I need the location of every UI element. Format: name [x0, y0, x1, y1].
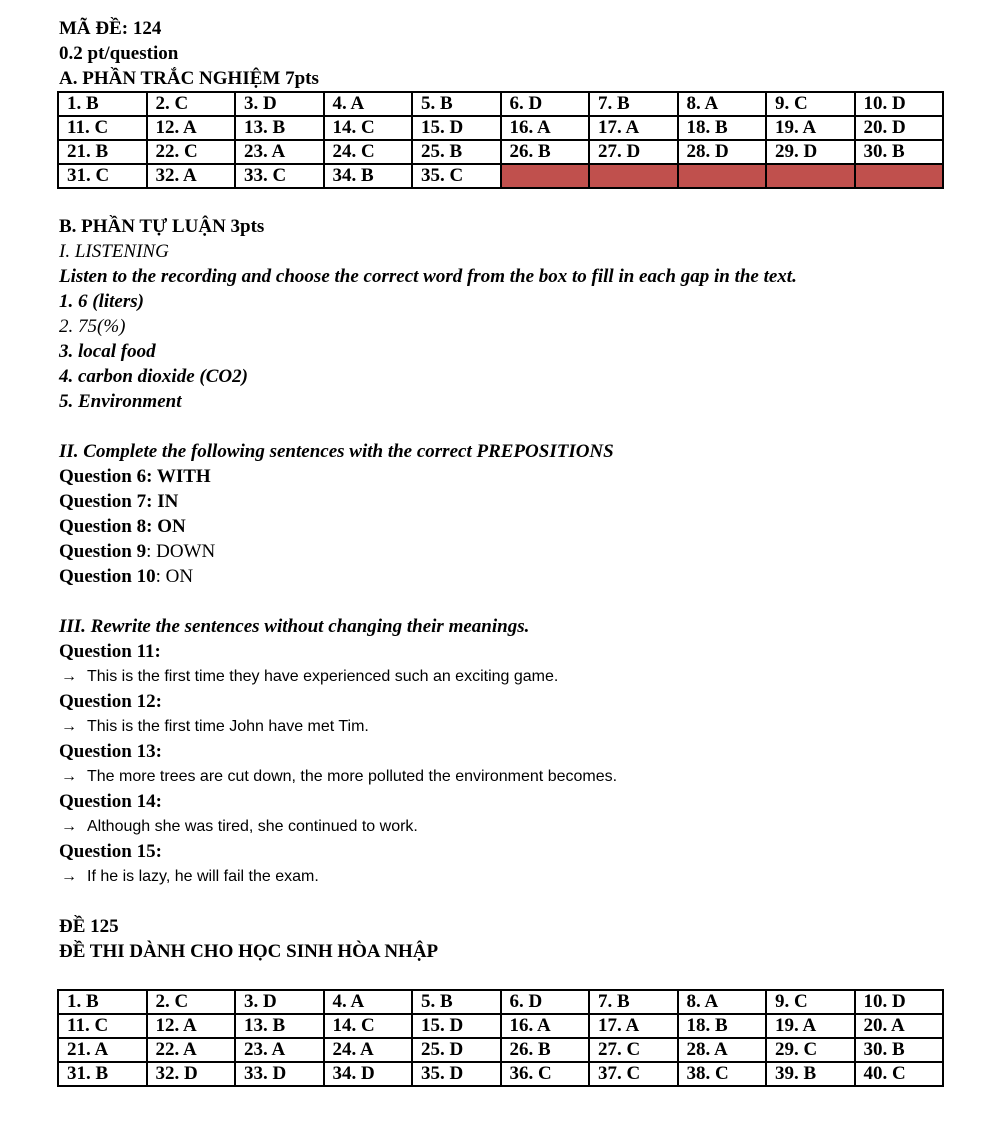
answer-cell: 30. B	[855, 1038, 944, 1062]
table-row	[58, 1062, 943, 1086]
answer-cell: 7. B	[589, 990, 678, 1014]
table-row	[58, 164, 943, 188]
rewrite-answer	[59, 764, 949, 789]
answer-cell: 25. D	[412, 1038, 501, 1062]
answer-cell: 1. B	[58, 92, 147, 116]
answer-cell: 23. A	[235, 140, 324, 164]
answer-cell: 32. A	[147, 164, 236, 188]
answer-cell: 27. D	[589, 140, 678, 164]
listening-instruction: Listen to the recording and choose the correct word from the box to fill in each gap in the text.	[59, 266, 797, 287]
question-answer: : DOWN	[146, 541, 216, 562]
question-answer: WITH	[156, 466, 211, 487]
table-row	[58, 990, 943, 1014]
question-label: Question 8:	[59, 516, 158, 537]
answer-cell: 26. B	[501, 1038, 590, 1062]
answer-cell: 5. B	[412, 990, 501, 1014]
listening-answer: 4. carbon dioxide (CO2)	[59, 366, 248, 387]
answer-cell: 8. A	[678, 92, 767, 116]
answer-cell: 20. D	[855, 116, 944, 140]
answer-cell: 38. C	[678, 1062, 767, 1086]
arrow-icon: →	[61, 668, 77, 685]
exam-125-subtitle: ĐỀ THI DÀNH CHO HỌC SINH HÒA NHẬP	[59, 941, 439, 962]
answer-cell: 13. B	[235, 1014, 324, 1038]
answer-cell: 34. D	[324, 1062, 413, 1086]
answer-cell: 19. A	[766, 116, 855, 140]
answer-cell: 3. D	[235, 92, 324, 116]
answer-cell: 18. B	[678, 116, 767, 140]
answer-cell: 36. C	[501, 1062, 590, 1086]
listening-answer: 3. local food	[59, 341, 156, 362]
prepositions-heading: II. Complete the following sentences with the correct PREPOSITIONS	[59, 441, 614, 462]
question-label: Question 12:	[59, 691, 162, 712]
answer-cell: 18. B	[678, 1014, 767, 1038]
answer-cell: 10. D	[855, 92, 944, 116]
answer-cell: 15. D	[412, 116, 501, 140]
answer-cell: 31. C	[58, 164, 147, 188]
question-answer: ON	[157, 516, 186, 537]
answer-cell: 23. A	[235, 1038, 324, 1062]
question-label: Question 7:	[59, 491, 158, 512]
question-label: Question 14:	[59, 791, 162, 812]
answer-cell: 4. A	[324, 990, 413, 1014]
answer-cell: 39. B	[766, 1062, 855, 1086]
arrow-icon: →	[61, 718, 77, 735]
empty-answer-cell	[589, 164, 678, 188]
preposition-item	[59, 489, 949, 514]
answer-cell: 6. D	[501, 990, 590, 1014]
answer-cell: 22. A	[147, 1038, 236, 1062]
preposition-item	[59, 514, 949, 539]
rewrite-answer	[59, 814, 949, 839]
answer-cell: 12. A	[147, 116, 236, 140]
rewrite-heading: III. Rewrite the sentences without changing their meanings.	[59, 616, 530, 637]
question-answer: : ON	[155, 566, 194, 587]
answer-cell: 19. A	[766, 1014, 855, 1038]
table-row	[58, 92, 943, 116]
answer-cell: 29. D	[766, 140, 855, 164]
answer-cell: 21. B	[58, 140, 147, 164]
answer-cell: 25. B	[412, 140, 501, 164]
answer-cell: 27. C	[589, 1038, 678, 1062]
answer-cell: 17. A	[589, 1014, 678, 1038]
answer-cell: 20. A	[855, 1014, 944, 1038]
answer-cell: 11. C	[58, 116, 147, 140]
answer-cell: 8. A	[678, 990, 767, 1014]
answer-cell: 1. B	[58, 990, 147, 1014]
table-row	[58, 116, 943, 140]
answer-cell: 14. C	[324, 116, 413, 140]
listening-answer: 2. 75(%)	[59, 316, 126, 337]
answer-cell: 30. B	[855, 140, 944, 164]
question-label: Question 9	[59, 541, 147, 562]
points-note: 0.2 pt/question	[59, 43, 179, 64]
rewrite-answer-text: Although she was tired, she continued to work.	[87, 818, 418, 835]
answer-cell: 28. D	[678, 140, 767, 164]
empty-answer-cell	[501, 164, 590, 188]
answer-cell: 26. B	[501, 140, 590, 164]
answer-cell: 9. C	[766, 92, 855, 116]
answer-cell: 17. A	[589, 116, 678, 140]
rewrite-answer-text: The more trees are cut down, the more polluted the environment becomes.	[87, 768, 618, 785]
preposition-item	[59, 464, 949, 489]
answer-cell: 12. A	[147, 1014, 236, 1038]
rewrite-answer	[59, 864, 949, 889]
answer-cell: 21. A	[58, 1038, 147, 1062]
answer-cell: 22. C	[147, 140, 236, 164]
listening-heading: I. LISTENING	[59, 241, 169, 262]
answer-cell: 10. D	[855, 990, 944, 1014]
answer-cell: 6. D	[501, 92, 590, 116]
part-a-title: A. PHẦN TRẮC NGHIỆM 7pts	[59, 68, 319, 89]
exam-125-title: ĐỀ 125	[59, 916, 119, 937]
answer-cell: 13. B	[235, 116, 324, 140]
rewrite-answer-text: This is the first time John have met Tim.	[87, 718, 369, 735]
answer-cell: 24. C	[324, 140, 413, 164]
answer-cell: 15. D	[412, 1014, 501, 1038]
arrow-icon: →	[61, 868, 77, 885]
answer-cell: 16. A	[501, 1014, 590, 1038]
answer-cell: 35. C	[412, 164, 501, 188]
answer-cell: 32. D	[147, 1062, 236, 1086]
answer-cell: 35. D	[412, 1062, 501, 1086]
question-label: Question 13:	[59, 741, 162, 762]
answer-cell: 34. B	[324, 164, 413, 188]
listening-answer: 5. Environment	[59, 391, 182, 412]
answer-cell: 28. A	[678, 1038, 767, 1062]
preposition-item	[59, 539, 949, 564]
arrow-icon: →	[61, 768, 77, 785]
question-answer: IN	[157, 491, 179, 512]
answer-cell: 11. C	[58, 1014, 147, 1038]
answer-cell: 31. B	[58, 1062, 147, 1086]
rewrite-answer-text: This is the first time they have experienced such an exciting game.	[87, 668, 559, 685]
rewrite-answer	[59, 714, 949, 739]
table-row	[58, 1014, 943, 1038]
question-label: Question 10	[59, 566, 156, 587]
answer-table-125	[57, 989, 944, 1087]
answer-cell: 14. C	[324, 1014, 413, 1038]
preposition-item	[59, 564, 949, 589]
question-label: Question 6:	[59, 466, 157, 487]
empty-answer-cell	[678, 164, 767, 188]
listening-answer: 1. 6 (liters)	[59, 291, 144, 312]
rewrite-answer-text: If he is lazy, he will fail the exam.	[87, 868, 319, 885]
part-b-title: B. PHẦN TỰ LUẬN 3pts	[59, 216, 265, 237]
answer-cell: 9. C	[766, 990, 855, 1014]
answer-cell: 24. A	[324, 1038, 413, 1062]
answer-cell: 4. A	[324, 92, 413, 116]
answer-cell: 33. C	[235, 164, 324, 188]
empty-answer-cell	[766, 164, 855, 188]
rewrite-answer	[59, 664, 949, 689]
table-row	[58, 1038, 943, 1062]
exam-code: MÃ ĐỀ: 124	[59, 18, 162, 39]
answer-table-124	[57, 91, 944, 189]
answer-cell: 40. C	[855, 1062, 944, 1086]
answer-cell: 2. C	[147, 990, 236, 1014]
answer-cell: 16. A	[501, 116, 590, 140]
question-label: Question 11:	[59, 641, 161, 662]
answer-cell: 5. B	[412, 92, 501, 116]
answer-cell: 33. D	[235, 1062, 324, 1086]
answer-cell: 37. C	[589, 1062, 678, 1086]
arrow-icon: →	[61, 818, 77, 835]
question-label: Question 15:	[59, 841, 162, 862]
table-row	[58, 140, 943, 164]
answer-cell: 2. C	[147, 92, 236, 116]
empty-answer-cell	[855, 164, 944, 188]
answer-cell: 29. C	[766, 1038, 855, 1062]
answer-cell: 3. D	[235, 990, 324, 1014]
answer-cell: 7. B	[589, 92, 678, 116]
